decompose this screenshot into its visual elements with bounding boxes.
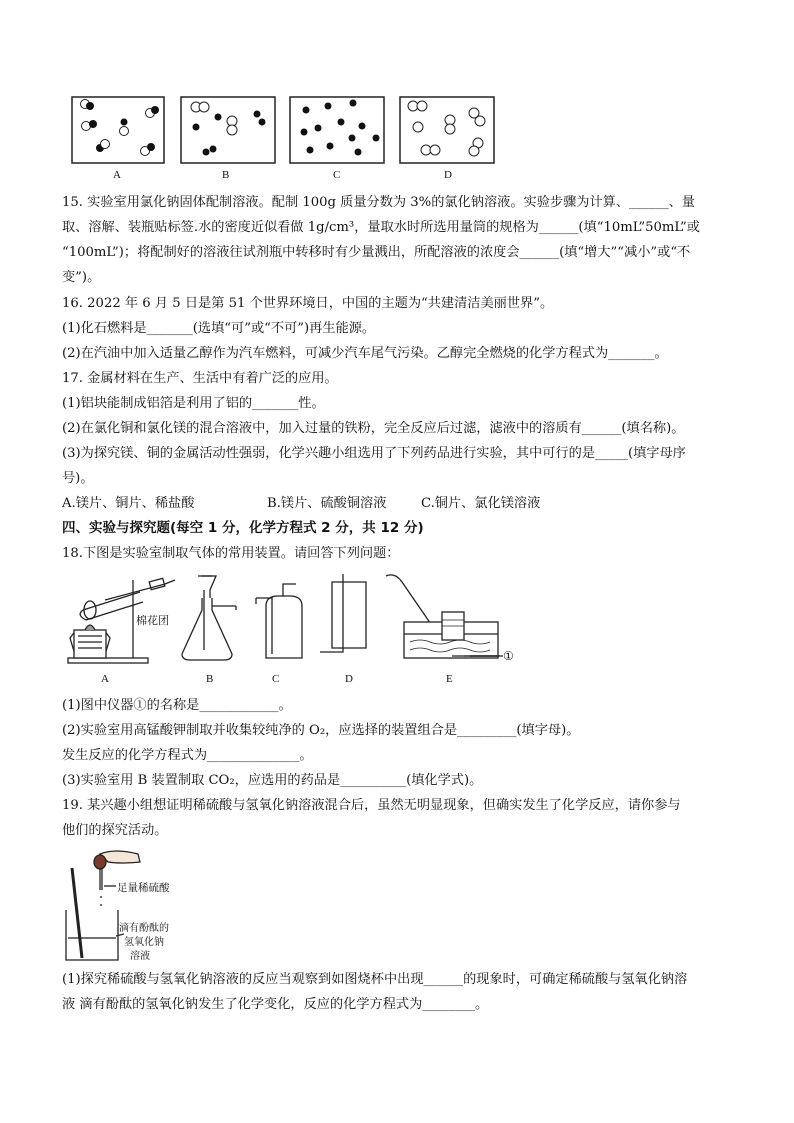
molecule-boxes-svg [0,0,794,190]
beaker-svg [60,848,260,968]
q19-sub1b: 液 滴有酚酞的氢氧化钠发生了化学变化，反应的化学方程式为________。 [62,997,489,1012]
apparatus-label-a: A [101,673,109,685]
apparatus-svg [0,570,794,690]
label-a: A [113,169,121,181]
q19-line1: 19. 某兴趣小组想证明稀硫酸与氢氧化钠溶液混合后，虽然无明显现象，但确实发生了化学反应，请你参与 [62,798,681,813]
label-c: C [333,169,341,181]
q15-line2: 取、溶解、装瓶贴标签.水的密度近似看做 1g/cm³，量取水时所选用量筒的规格为______(填“10mL”50mL”或 [62,220,700,235]
apparatus-d [320,574,366,652]
q17-line3: (2)在氯化铜和氯化镁的混合溶液中，加入过量的铁粉，完全反应后过滤，滤液中的溶质有______(填名称)。 [62,421,685,436]
section4-heading: 四、实验与探究题(每空 1 分，化学方程式 2 分，共 12 分) [62,520,424,536]
fig-label-solution-3: 溶液 [130,951,150,962]
apparatus-label-d: D [345,673,353,685]
cotton-label: 棉花团 [136,615,169,627]
q17-line4: (3)为探究镁、铜的金属活动性强弱，化学兴趣小组选用了下列药品进行实验，其中可行的是_____(填字母序 [62,446,686,461]
apparatus-b [182,576,236,660]
q16-line1: 16. 2022 年 6 月 5 日是第 51 个世界环境日，中国的主题为“共建清洁美丽世界”。 [62,296,554,311]
q15-line4: 变”)。 [62,270,101,285]
q15-line1: 15. 实验室用氯化钠固体配制溶液。配制 100g 质量分数为 3%的氯化钠溶液。实验步骤为计算、______、量 [62,195,695,210]
apparatus-e [386,575,503,658]
q18-line1: 18.下图是实验室制取气体的常用装置。请回答下列问题： [62,546,400,561]
q17-line1: 17. 金属材料在生产、生活中有着广泛的应用。 [62,371,338,386]
q17-option-b: B.镁片、硫酸铜溶液 [267,496,387,511]
fig-label-acid: 足量稀硫酸 [117,882,170,894]
q16-line3: (2)在汽油中加入适量乙醇作为汽车燃料，可减少汽车尾气污染。乙醇完全燃烧的化学方程式为_______。 [62,346,668,361]
q18-sub2b: 发生反应的化学方程式为______________。 [62,748,313,763]
fig-label-solution-1: 滴有酚酞的 [119,923,169,934]
q17-option-c: C.铜片、氯化镁溶液 [421,496,541,511]
apparatus-label-e: E [446,673,453,685]
apparatus-c [256,584,302,658]
apparatus-label-b: B [206,673,214,685]
q15-line3: “100mL”)；将配制好的溶液往试剂瓶中转移时有少量溅出，所配溶液的浓度会______(填“增大”“减小”或“不 [62,245,691,260]
circle-one-label: ① [503,649,514,663]
q19-sub1: (1)探究稀硫酸与氢氧化钠溶液的反应当观察到如图烧杯中出现______的现象时，可确定稀硫酸与氢氧化钠溶 [62,972,688,987]
q18-sub1: (1)图中仪器①的名称是____________。 [62,698,292,713]
q18-sub3: (3)实验室用 B 装置制取 CO₂，应选用的药品是__________(填化学式)。 [62,773,483,788]
q17-line5: 号)。 [62,471,94,486]
q16-line2: (1)化石燃料是_______(选填“可”或“不可”)再生能源。 [62,321,376,336]
q19-line2: 他们的探究活动。 [62,823,168,838]
label-d: D [444,169,452,181]
q18-sub2: (2)实验室用高锰酸钾制取并收集较纯净的 O₂，应选择的装置组合是_________(填字母)。 [62,723,580,738]
q17-line2: (1)铝块能制成铝箔是利用了铝的_______性。 [62,396,325,411]
q17-option-a: A.镁片、铜片、稀盐酸 [62,496,195,511]
fig-label-solution-2: 氢氧化钠 [124,937,164,948]
apparatus-label-c: C [272,673,280,685]
label-b: B [222,169,230,181]
